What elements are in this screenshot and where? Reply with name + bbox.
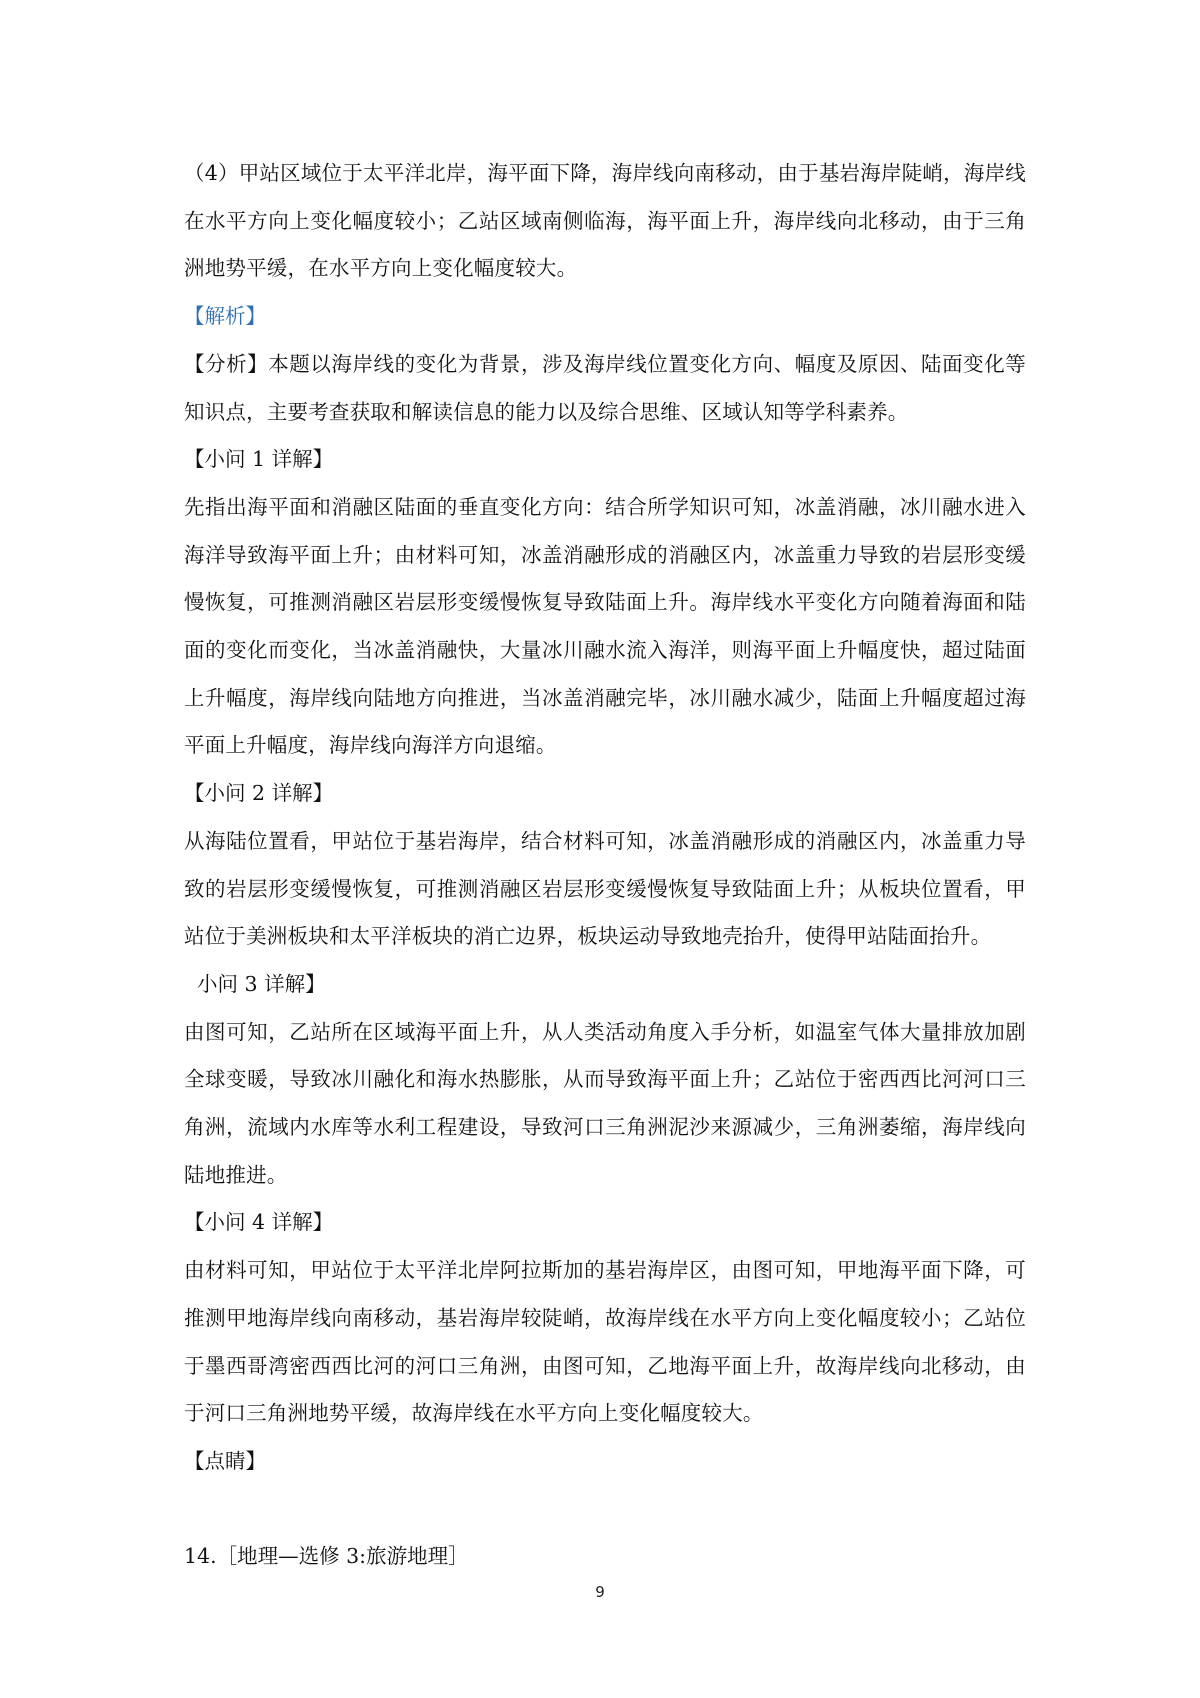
document-body [184, 150, 1026, 1581]
q1-body: 先指出海平面和消融区陆面的垂直变化方向：结合所学知识可知，冰盖消融，冰川融水进入海洋导致海平面上升；由材料可知，冰盖消融形成的消融区内，冰盖重力导致的岩层形变缓慢恢复，可推测消融区岩层形变缓慢恢复导致陆面上升。海岸线水平变化方向随着海面和陆面的变化而变化，当冰盖消融快，大量冰川融水流入海洋，则海平面上升幅度快，超过陆面上升幅度，海岸线向陆地方向推进，当冰盖消融完毕，冰川融水减少，陆面上升幅度超过海平面上升幅度，海岸线向海洋方向退缩。 [184, 494, 1026, 758]
analysis-paragraph: 【分析】本题以海岸线的变化为背景，涉及海岸线位置变化方向、幅度及原因、陆面变化等知识点，主要考查获取和解读信息的能力以及综合思维、区域认知等学科素养。 [184, 351, 1026, 424]
q14-heading: 14.［地理—选修 3:旅游地理］ [184, 1544, 469, 1569]
q1-heading: 【小问 1 详解】 [184, 447, 334, 472]
q3-body: 由图可知，乙站所在区域海平面上升，从人类活动角度入手分析，如温室气体大量排放加剧全球变暖，导致冰川融化和海水热膨胀，从而导致海平面上升；乙站位于密西西比河河口三角洲，流域内水库等水利工程建设，导致河口三角洲泥沙来源减少，三角洲萎缩，海岸线向陆地推进。 [184, 1019, 1026, 1187]
q4-body: 由材料可知，甲站位于太平洋北岸阿拉斯加的基岩海岸区，由图可知，甲地海平面下降，可推测甲地海岸线向南移动，基岩海岸较陡峭，故海岸线在水平方向上变化幅度较小；乙站位于墨西哥湾密西西比河的河口三角洲，由图可知，乙地海平面上升，故海岸线向北移动，由于河口三角洲地势平缓，故海岸线在水平方向上变化幅度较大。 [184, 1258, 1026, 1426]
page-number: 9 [595, 1583, 605, 1601]
q4-answer-paragraph: （4）甲站区域位于太平洋北岸，海平面下降，海岸线向南移动，由于基岩海岸陡峭，海岸线在水平方向上变化幅度较小；乙站区域南侧临海，海平面上升，海岸线向北移动，由于三角洲地势平缓，在水平方向上变化幅度较大。 [184, 161, 1026, 281]
blank-line [184, 1486, 1026, 1534]
q3-heading: 小问 3 详解】 [184, 971, 326, 996]
jiexi-heading: 【解析】 [184, 304, 266, 329]
q2-heading: 【小问 2 详解】 [184, 781, 334, 806]
q4-heading: 【小问 4 详解】 [184, 1210, 334, 1235]
q2-body: 从海陆位置看，甲站位于基岩海岸，结合材料可知，冰盖消融形成的消融区内，冰盖重力导致的岩层形变缓慢恢复，可推测消融区岩层形变缓慢恢复导致陆面上升；从板块位置看，甲站位于美洲板块和太平洋板块的消亡边界，板块运动导致地壳抬升，使得甲站陆面抬升。 [184, 828, 1026, 949]
dianjing-heading: 【点睛】 [184, 1448, 266, 1473]
